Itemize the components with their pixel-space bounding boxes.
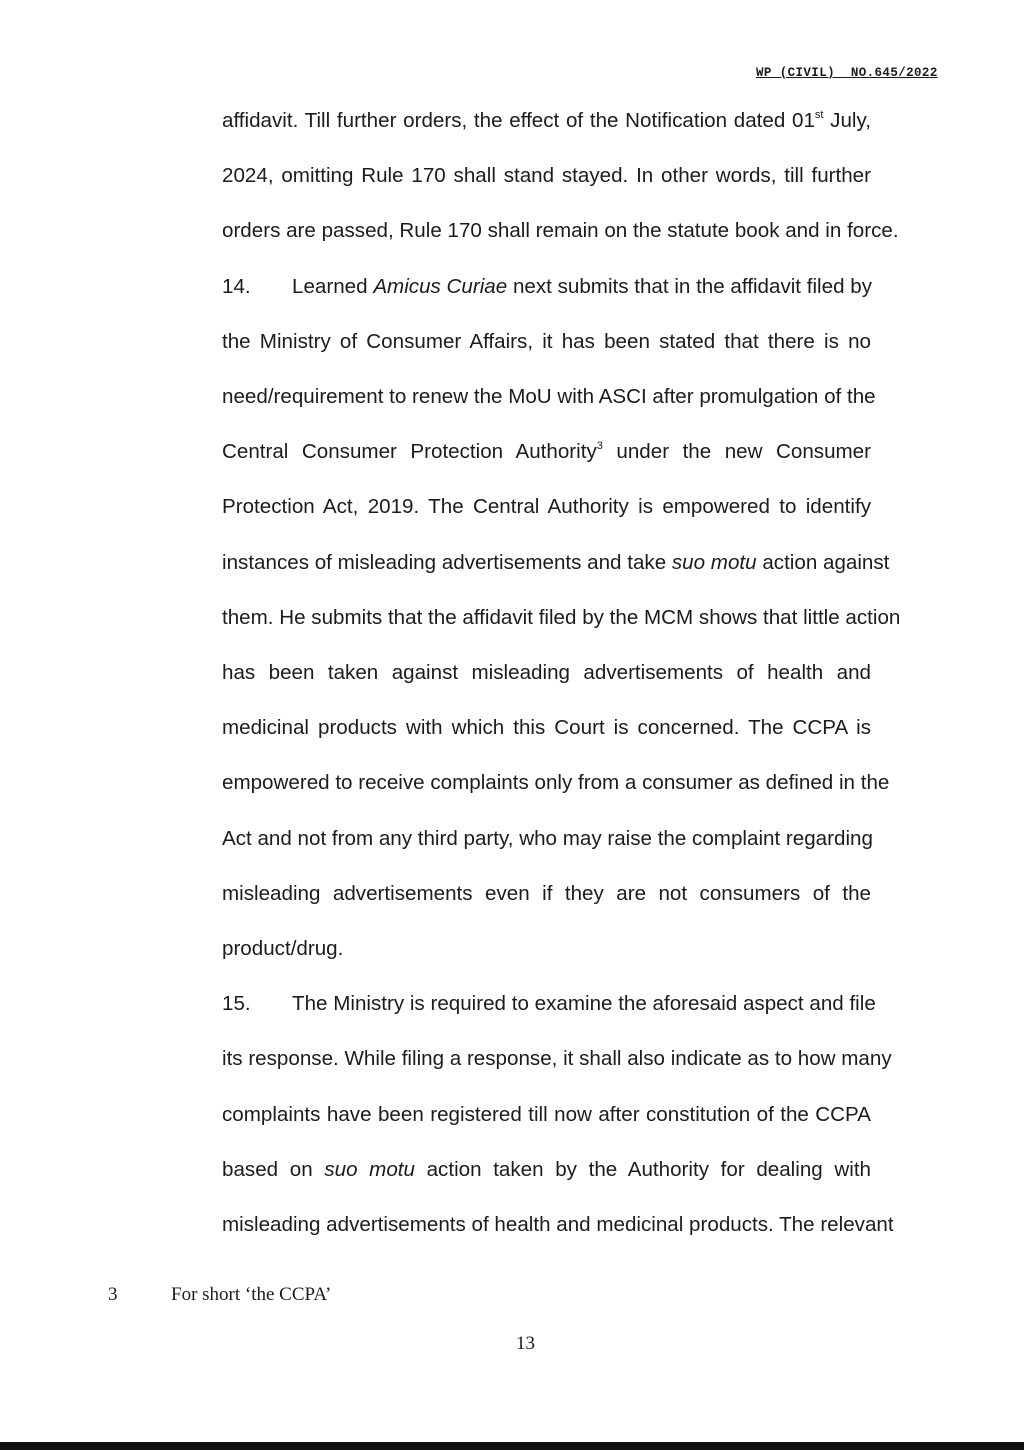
text-line: the Ministry of Consumer Affairs, it has been stated that there is no <box>222 330 871 353</box>
text-line: complaints have been registered till now after constitution of the CCPA <box>222 1103 871 1126</box>
text-line: its response. While filing a response, it shall also indicate as to how many <box>222 1047 892 1070</box>
text-line: affidavit. Till further orders, the effect of the Notification dated 01st July, <box>222 109 871 132</box>
text-line: 2024, omitting Rule 170 shall stand stayed. In other words, till further <box>222 164 871 187</box>
text-line: Act and not from any third party, who may raise the complaint regarding <box>222 827 873 850</box>
paragraph-number: 14. <box>222 275 251 298</box>
bottom-edge-bar <box>0 1442 1024 1450</box>
footnote-number: 3 <box>108 1284 118 1305</box>
text-line: misleading advertisements even if they are not consumers of the <box>222 882 871 905</box>
paragraph-15-first-line: 15. The Ministry is required to examine the aforesaid aspect and file <box>222 992 876 1015</box>
text-line: instances of misleading advertisements and take suo motu action against <box>222 551 890 574</box>
paragraph-14-first-line: 14. Learned Amicus Curiae next submits that in the affidavit filed by <box>222 275 873 298</box>
footnote-reference: 3 <box>596 440 603 452</box>
text-line: empowered to receive complaints only from a consumer as defined in the <box>222 771 890 794</box>
page-number: 13 <box>516 1333 535 1354</box>
case-number-header: WP (CIVIL) NO.645/2022 <box>756 66 938 80</box>
text-line: based on suo motu action taken by the Authority for dealing with <box>222 1158 872 1181</box>
text-line: Central Consumer Protection Authority$^3$ under the new Consumer <box>222 440 871 463</box>
text-line: misleading advertisements of health and medicinal products. The relevant <box>222 1213 894 1236</box>
paragraph-number: 15. <box>222 992 251 1015</box>
text-line: them. He submits that the affidavit filed by the MCM shows that little action <box>222 606 901 629</box>
text-line: product/drug. <box>222 937 344 960</box>
text-line: Protection Act, 2019. The Central Authority is empowered to identify <box>222 495 871 518</box>
text-line: has been taken against misleading advertisements of health and <box>222 661 871 684</box>
text-line: orders are passed, Rule 170 shall remain on the statute book and in force. <box>222 219 899 242</box>
footnote-text: For short ‘the CCPA’ <box>171 1284 332 1305</box>
text-line: medicinal products with which this Court is concerned. The CCPA is <box>222 716 871 739</box>
text-line: need/requirement to renew the MoU with ASCI after promulgation of the <box>222 385 876 408</box>
